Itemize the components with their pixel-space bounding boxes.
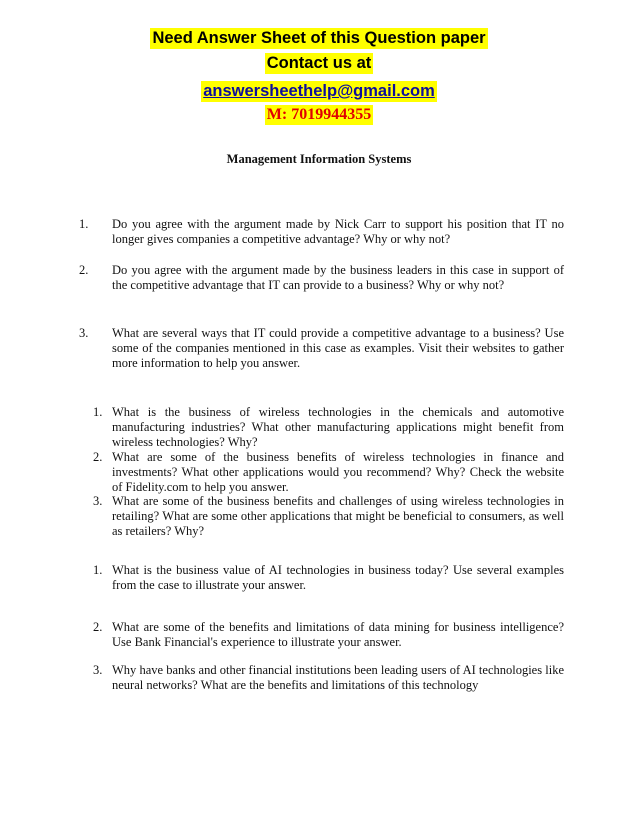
question-text: What are some of the business benefits and challenges of using wireless technologies in retailing? What are some other applications that might be beneficial to consumers, as well as retailers? Why?	[112, 494, 564, 538]
header-line-1	[0, 30, 638, 47]
header-contact-label: Contact us at	[266, 54, 372, 72]
question-text: What is the business of wireless technologies in the chemicals and automotive manufacturing industries? What other manufacturing applications might benefit from wireless technologies? Why?	[112, 405, 564, 449]
header-line-2	[0, 55, 638, 72]
question-text: Do you agree with the argument made by the business leaders in this case in support of the competitive advantage that IT can provide to a business? Why or why not?	[112, 263, 564, 292]
header-line-3	[0, 83, 638, 100]
question-text: What is the business value of AI technologies in business today? Use several examples from the case to illustrate your answer.	[112, 563, 564, 592]
header-title: Need Answer Sheet of this Question paper	[152, 29, 486, 47]
question-text: What are several ways that IT could provide a competitive advantage to a business? Use some of the companies mentioned in this case as examples. Visit their websites to gather more information to help you answer.	[112, 326, 564, 370]
email-link[interactable]: answersheethelp@gmail.com	[203, 82, 435, 100]
header-line-4	[0, 107, 638, 123]
question-number: 3.	[93, 663, 103, 677]
question-number: 1.	[93, 563, 103, 577]
question-number: 3.	[93, 494, 103, 508]
phone-number: M: 7019944355	[266, 106, 372, 123]
question-number: 1.	[79, 217, 89, 231]
question-number: 2.	[93, 620, 103, 634]
question-text: What are some of the business benefits of wireless technologies in finance and investments? What other applications would you recommend? Why? Check the website of Fidelity.com to help you answer.	[112, 450, 564, 494]
subject-title: Management Information Systems	[226, 152, 412, 166]
question-number: 1.	[93, 405, 103, 419]
question-text: Why have banks and other financial institutions been leading users of AI technologies like neural networks? What are the benefits and limitations of this technology	[112, 663, 564, 692]
question-number: 2.	[79, 263, 89, 277]
question-number: 3.	[79, 326, 89, 340]
question-text: Do you agree with the argument made by Nick Carr to support his position that IT no longer gives companies a competitive advantage? Why or why not?	[112, 217, 564, 246]
question-text: What are some of the benefits and limitations of data mining for business intelligence? Use Bank Financial's experience to illustrate your answer.	[112, 620, 564, 649]
question-number: 2.	[93, 450, 103, 464]
